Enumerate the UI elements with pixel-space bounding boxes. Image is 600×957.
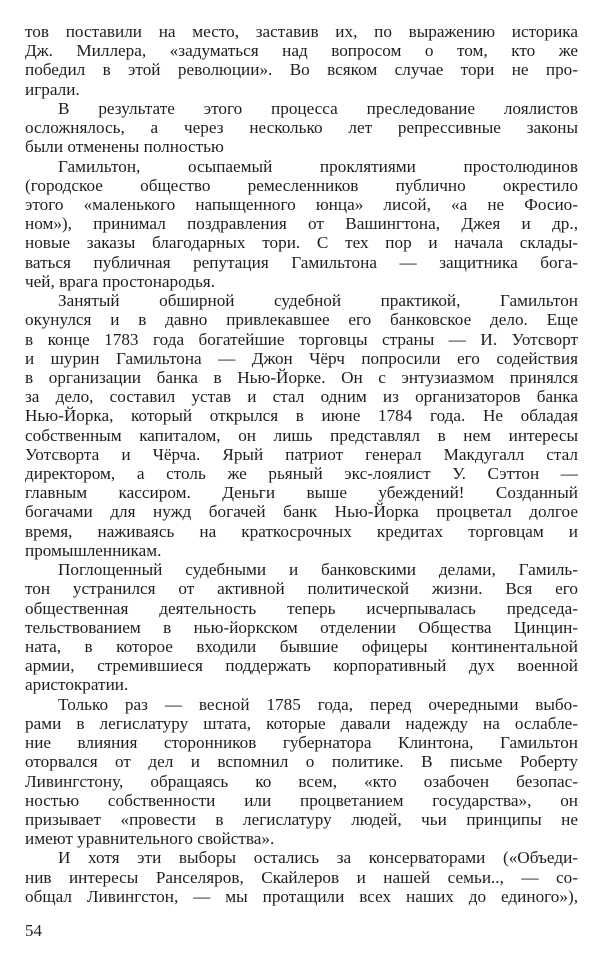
text-line: директором, а столь же рьяный экс-лоялист У. Сэттон — bbox=[25, 464, 578, 484]
text-line: имеют уравнительного свойства». bbox=[25, 829, 275, 849]
paragraph bbox=[25, 848, 578, 906]
paragraph bbox=[25, 695, 578, 849]
page-number: 54 bbox=[25, 921, 42, 940]
text-line: оторвался от дел и вспомнил о политике. В письме Роберту bbox=[25, 752, 578, 772]
text-line: в организации банка в Нью-Йорке. Он с энтузиазмом принялся bbox=[25, 367, 578, 387]
paragraph bbox=[25, 99, 578, 157]
text-line: промышленникам. bbox=[25, 540, 162, 560]
book-page-text bbox=[25, 22, 578, 906]
text-line: главным кассиром. Деньги выше убеждений! Созданный bbox=[25, 483, 578, 503]
text-line: В результате этого процесса преследование лоялистов bbox=[58, 98, 578, 118]
text-line: богачами для нужд богачей банк Нью-Йорка процветал долгое bbox=[25, 502, 578, 522]
text-line: этого «маленького напыщенного юнца» лисой, «а не Фосио- bbox=[25, 194, 578, 214]
text-line: окунулся и в давно привлекавшее его банковское дело. Еще bbox=[25, 310, 578, 330]
text-line: Нью-Йорка, который открылся в июне 1784 года. Не обладая bbox=[25, 406, 578, 426]
text-line: за дело, составил устав и стал одним из организаторов банка bbox=[25, 387, 578, 407]
text-line: были отменены полностью bbox=[25, 137, 224, 157]
text-line: Гамильтон, осыпаемый проклятиями простолюдинов bbox=[58, 156, 578, 176]
text-line: ном»), принимал поздравления от Вашингтона, Джея и др., bbox=[25, 214, 578, 234]
text-line: тельствованием в нью-йоркском отделении Общества Цинцин- bbox=[25, 617, 578, 637]
paragraph bbox=[25, 560, 578, 695]
text-line: чей, врага простонародья. bbox=[25, 271, 216, 291]
text-line: собственным капиталом, он лишь представлял в нем интересы bbox=[25, 425, 578, 445]
text-line: ностью собственности или процветанием государства», он bbox=[25, 790, 578, 810]
text-line: Только раз — весной 1785 года, перед очередными выбо- bbox=[58, 694, 578, 714]
text-line: Уотсворта и Чёрча. Ярый патриот генерал Макдугалл стал bbox=[25, 444, 578, 464]
text-line: играли. bbox=[25, 79, 80, 99]
text-line: ваться публичная репутация Гамильтона — защитника бога- bbox=[25, 252, 578, 272]
text-line: ние влияния сторонников губернатора Клинтона, Гамильтон bbox=[25, 733, 578, 753]
text-line: ната, в которое входили бывшие офицеры континентальной bbox=[25, 637, 578, 656]
text-line: и шурин Гамильтона — Джон Чёрч попросили его содействия bbox=[25, 348, 578, 368]
text-line: И хотя эти выборы остались за консерваторами («Объеди- bbox=[58, 848, 578, 868]
text-line: в конце 1783 года богатейшие торговцы страны — И. Уотсворт bbox=[25, 329, 578, 349]
text-line: рами в легислатуру штата, которые давали надежду на ослабле- bbox=[25, 713, 578, 733]
text-line: Дж. Миллера, «задуматься над вопросом о том, кто же bbox=[25, 41, 578, 61]
text-line: время, наживаясь на краткосрочных кредитах торговцам и bbox=[25, 521, 578, 541]
text-line: Ливингстону, обращаясь ко всем, «кто озабочен безопас- bbox=[25, 771, 578, 791]
text-line: осложнялось, а через несколько лет репрессивные законы bbox=[25, 118, 578, 138]
text-line: общал Ливингстон, — мы протащили всех наших до единого»), bbox=[25, 886, 578, 906]
text-line: (городское общество ремесленников публично окрестило bbox=[25, 175, 578, 195]
paragraph bbox=[25, 157, 578, 292]
text-line: армии, стремившиеся поддержать корпоративный дух военной bbox=[25, 656, 578, 676]
text-line: общественная деятельность теперь исчерпывалась председа- bbox=[25, 598, 578, 618]
text-line: тов поставили на место, заставив их, по выражению историка bbox=[25, 22, 578, 41]
text-line: нив интересы Ранселяров, Скайлеров и нашей семьи.., — со- bbox=[25, 867, 578, 887]
text-line: тон устранился от активной политической жизни. Вся его bbox=[25, 579, 578, 599]
text-line: победил в этой революции». Во всяком случае тори не про- bbox=[25, 60, 578, 80]
paragraph bbox=[25, 291, 578, 560]
paragraph bbox=[25, 22, 578, 99]
text-line: Поглощенный судебными и банковскими делами, Гамиль- bbox=[58, 560, 578, 580]
text-line: новые заказы благодарных тори. С тех пор и начала склады- bbox=[25, 233, 578, 253]
text-line: Занятый обширной судебной практикой, Гамильтон bbox=[58, 291, 578, 311]
text-line: призывает «провести в легислатуру людей, чьи принципы не bbox=[25, 809, 578, 829]
text-line: аристократии. bbox=[25, 675, 129, 695]
